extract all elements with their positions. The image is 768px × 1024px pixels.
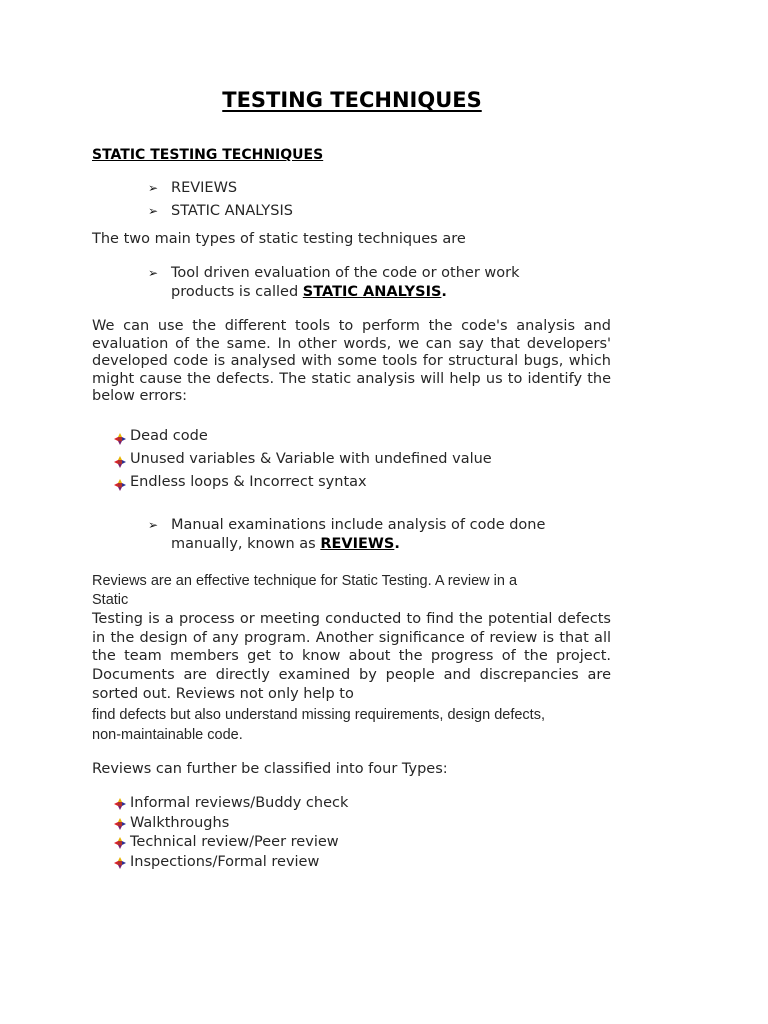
types-intro: Reviews can further be classified into four Types: <box>92 761 448 777</box>
reviews-paragraph-end-2: non-maintainable code. <box>92 727 243 743</box>
reviews-paragraph-end-1: find defects but also understand missing requirements, design defects, <box>92 707 545 723</box>
static-testing-heading: STATIC TESTING TECHNIQUES <box>92 147 324 163</box>
list-item-label: Walkthroughs <box>130 814 230 831</box>
reviews-term: REVIEWS <box>320 536 395 552</box>
list-item <box>114 853 348 873</box>
list-item <box>114 833 348 853</box>
list-item <box>114 451 492 467</box>
period: . <box>394 536 400 552</box>
four-color-diamond-bullet-icon <box>114 479 126 491</box>
four-color-diamond-bullet-icon <box>114 433 126 445</box>
arrowhead-bullet-icon: ➢ <box>148 266 159 280</box>
list-item <box>148 516 578 554</box>
list-item <box>114 474 492 490</box>
reviews-paragraph: Testing is a process or meeting conducted to find the potential defects in the design of any program. Another significance of review is that all the team members get to know about the progress of the project. Documents are directly examined by people and discrepancies are sorted out. Reviews not only help to <box>92 611 611 702</box>
static-analysis-term: STATIC ANALYSIS <box>302 284 442 300</box>
list-item <box>148 264 568 302</box>
arrowhead-bullet-icon: ➢ <box>148 181 159 195</box>
manual-exam-list <box>148 516 578 554</box>
list-item-label: Technical review/Peer review <box>130 834 339 851</box>
list-item-label: Inspections/Formal review <box>130 853 320 870</box>
arrowhead-bullet-icon: ➢ <box>148 204 159 218</box>
tool-driven-list <box>148 264 568 302</box>
list-item-label: Unused variables & Variable with undefined value <box>130 451 492 467</box>
four-color-diamond-bullet-icon <box>114 857 126 869</box>
list-item <box>114 794 348 814</box>
page-title: TESTING TECHNIQUES <box>222 88 482 112</box>
list-item-label: STATIC ANALYSIS <box>171 203 293 219</box>
four-color-diamond-bullet-icon <box>114 818 126 830</box>
errors-list <box>114 428 492 490</box>
list-item-label: Informal reviews/Buddy check <box>130 795 349 811</box>
reviews-intro-line-1: Reviews are an effective technique for Static Testing. A review in a <box>92 573 518 589</box>
four-color-diamond-bullet-icon <box>114 798 126 810</box>
static-techniques-list <box>148 179 293 221</box>
four-color-diamond-bullet-icon <box>114 837 126 849</box>
manual-exam-text: Manual examinations include analysis of code done manually, known as <box>171 517 546 552</box>
arrowhead-bullet-icon: ➢ <box>148 518 159 532</box>
list-item <box>148 202 293 221</box>
list-item-label: Dead code <box>130 428 208 444</box>
list-item <box>148 179 293 198</box>
intro-line: The two main types of static testing techniques are <box>92 231 466 247</box>
review-types-list <box>114 794 348 872</box>
list-item-label: Endless loops & Incorrect syntax <box>130 474 367 490</box>
reviews-intro-line-2: Static <box>92 592 129 608</box>
tool-driven-text: Tool driven evaluation of the code or other work products is called <box>171 265 520 300</box>
four-color-diamond-bullet-icon <box>114 456 126 468</box>
list-item <box>114 428 492 444</box>
period: . <box>441 284 447 300</box>
analysis-paragraph: We can use the different tools to perform the code's analysis and evaluation of the same. In other words, we can say that developers' developed code is analysed with some tools for structural bugs, which might cause the defects. The static analysis will help us to identify the below errors: <box>92 318 611 405</box>
list-item-label: REVIEWS <box>171 180 238 196</box>
list-item <box>114 814 348 834</box>
